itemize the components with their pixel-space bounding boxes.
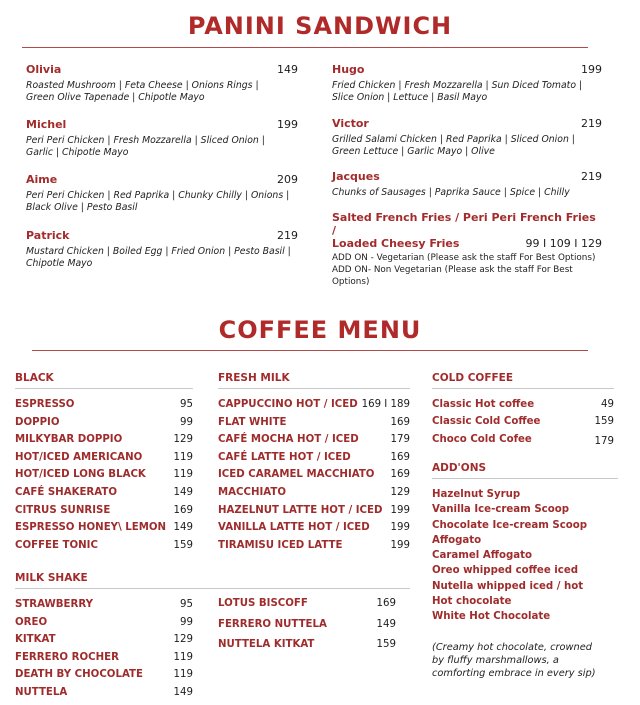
black-column [15,372,193,557]
item-price: 169 [390,451,410,463]
item-name: Jacques [332,170,380,183]
item-price: 129 [173,434,193,446]
addons-heading: ADD'ONS [432,462,487,474]
item-name: HOT/ICED AMERICANO [15,451,143,463]
item-price: 49 [601,399,614,410]
menu-row [15,505,193,523]
panini-title-rule [22,47,588,48]
item-name: STRAWBERRY [15,599,94,610]
menu-row [15,469,193,487]
menu-row [218,434,410,452]
item-name: TIRAMISU ICED LATTE [218,539,343,551]
desc-line: Fried Chicken | Fresh Mozzarella | Sun Diced Tomato | [332,80,583,91]
item-name: ESPRESSO [15,399,75,410]
menu-row [15,599,193,617]
item-price: 219 [581,117,602,130]
addon-item: Vanilla Ice-cream Scoop [432,504,569,516]
item-price: 149 [173,686,193,698]
item-description [332,80,602,104]
item-name: CAFÉ SHAKERATO [15,486,117,498]
item-price: 95 [180,599,193,610]
item-price: 149 [376,618,396,630]
black-heading: BLACK [15,372,54,384]
menu-row [218,469,410,487]
item-price: 119 [173,669,193,681]
milk-shake-column-2 [218,598,396,660]
menu-row [218,505,410,523]
addon-line: ADD ON- Non Vegetarian (Please ask the staff For Best Options) [332,265,573,287]
item-name: CAPPUCCINO HOT / ICED [218,399,358,410]
addon-item: Oreo whipped coffee iced [432,565,579,577]
cold-coffee-column [432,372,614,451]
menu-row [218,540,410,558]
panini-item-olivia [26,63,298,104]
item-name: NUTTELA KITKAT [218,639,315,650]
menu-row [15,399,193,417]
item-name: FLAT WHITE [218,416,287,428]
item-name: Olivia [26,63,62,76]
menu-row [218,598,396,619]
note-line: by fluffy marshmallows, a [432,654,559,666]
item-price: 99 [180,416,193,428]
hot-chocolate-note [432,641,618,680]
item-name: HOT/ICED LONG BLACK [15,469,146,481]
item-price: 169 [390,416,410,428]
fries-name-line: Loaded Cheesy Fries [332,237,460,250]
menu-row [432,416,614,433]
item-price: 169 I 189 [361,399,410,410]
item-name: NUTTELA [15,686,68,698]
panini-item-michel [26,118,298,159]
coffee-title: COFFEE MENU [218,316,422,344]
item-price: 179 [594,435,614,447]
item-price: 169 [376,598,396,609]
note-line: (Creamy hot chocolate, crowned [432,641,593,653]
item-name: COFFEE TONIC [15,539,98,551]
item-description [26,246,298,270]
menu-row [218,522,410,540]
item-price: 129 [390,486,410,498]
item-price: 169 [173,504,193,516]
desc-line: Chunks of Sausages | Paprika Sauce | Spice | Chilly [332,187,570,198]
item-price: 159 [173,539,193,551]
item-description [332,187,602,199]
item-description [26,190,298,214]
addon-item: Nutella whipped iced / hot [432,580,584,592]
menu-row [15,417,193,435]
menu-row [218,487,410,505]
fries-prices: 99 I 109 I 129 [525,237,602,250]
desc-line: Peri Peri Chicken | Red Paprika | Chunky Chilly | Onions | [26,190,290,201]
fresh-milk-heading: FRESH MILK [218,372,290,384]
item-price: 199 [390,504,410,516]
item-name: Hugo [332,63,365,76]
menu-row [15,522,193,540]
panini-item-aime [26,173,298,214]
item-name: MACCHIATO [218,486,286,498]
desc-line: Green Lettuce | Garlic Mayo | Olive [332,146,495,158]
panini-title: PANINI SANDWICH [187,12,453,40]
milk-shake-column [15,572,193,705]
desc-line: Garlic | Chipotle Mayo [26,147,129,159]
item-description [26,80,298,104]
item-price: 119 [173,469,193,481]
addon-line: ADD ON - Vegetarian (Please ask the staff For Best Options) [332,253,596,263]
item-price: 209 [277,173,298,186]
desc-line: Mustard Chicken | Boiled Egg | Fried Onion | Pesto Basil | [26,246,291,257]
item-name: CITRUS SUNRISE [15,504,111,516]
menu-row [218,639,396,660]
addon-item: Affogato [432,534,482,546]
desc-line: Slice Onion | Lettuce | Basil Mayo [332,92,488,104]
menu-row [218,619,396,640]
desc-line: Peri Peri Chicken | Fresh Mozzarella | Sliced Onion | [26,135,265,146]
item-price: 119 [173,451,193,463]
item-price: 119 [173,651,193,663]
item-name: ESPRESSO HONEY\ LEMON [15,522,167,534]
menu-row [15,634,193,652]
menu-row [15,540,193,558]
menu-row [15,652,193,670]
item-name: VANILLA LATTE HOT / ICED [218,522,370,534]
menu-row [15,669,193,687]
panini-item-jacques [332,170,602,199]
item-price: 129 [173,634,193,646]
item-price: 169 [390,469,410,481]
item-name: Classic Hot coffee [432,399,535,410]
menu-row [15,687,193,705]
item-name: DEATH BY CHOCOLATE [15,669,143,681]
item-price: 199 [277,118,298,131]
menu-row [15,434,193,452]
panini-item-victor [332,117,602,158]
item-name: KITKAT [15,634,56,646]
milk-shake-heading: MILK SHAKE [15,572,88,584]
item-name: MILKYBAR DOPPIO [15,434,123,446]
addons-column [432,462,618,680]
coffee-title-rule [32,350,588,351]
item-name: OREO [15,616,48,628]
panini-item-patrick [26,229,298,270]
menu-row [15,617,193,635]
item-price: 179 [390,434,410,446]
menu-row [218,452,410,470]
item-name: ICED CARAMEL MACCHIATO [218,469,375,481]
menu-row [218,399,410,417]
desc-line: Green Olive Tapenade | Chipotle Mayo [26,92,205,104]
item-description [332,134,602,158]
item-price: 159 [376,639,396,650]
addon-item: Caramel Affogato [432,550,532,562]
addon-item: Chocolate Ice-cream Scoop [432,519,588,531]
item-name: Classic Cold Coffee [432,416,541,428]
fries-item [332,211,602,250]
desc-line: Grilled Salami Chicken | Red Paprika | Sliced Onion | [332,134,575,145]
fries-name-line: Salted French Fries / Peri Peri French Fries / [332,211,596,237]
note-line: comforting embrace in every sip) [432,667,596,679]
item-name: Choco Cold Cofee [432,433,532,445]
item-name: CAFÉ LATTE HOT / ICED [218,451,351,463]
item-price: 219 [277,229,298,242]
item-name: FERRERO ROCHER [15,651,119,663]
addon-item: Hazelnut Syrup [432,489,521,500]
desc-line: Roasted Mushroom | Feta Cheese | Onions Rings | [26,80,259,91]
item-description [26,135,298,159]
item-price: 199 [390,522,410,534]
item-price: 99 [180,616,193,628]
item-price: 149 [173,522,193,534]
item-name: Michel [26,118,67,131]
menu-row [432,399,614,416]
panini-addons [332,252,612,288]
item-name: Victor [332,117,369,130]
desc-line: Black Olive | Pesto Basil [26,202,138,214]
menu-row [15,452,193,470]
item-name: HAZELNUT LATTE HOT / ICED [218,504,383,516]
addon-item: Hot chocolate [432,596,512,608]
item-price: 159 [594,416,614,428]
item-price: 149 [173,486,193,498]
menu-row [432,434,614,451]
panini-item-hugo [332,63,602,104]
item-price: 95 [180,399,193,410]
menu-row [218,417,410,435]
item-price: 199 [390,539,410,551]
item-name: Aime [26,173,58,186]
cold-coffee-heading: COLD COFFEE [432,372,514,384]
desc-line: Chipotle Mayo [26,258,93,270]
item-price: 219 [581,170,602,183]
addon-item: White Hot Chocolate [432,611,551,623]
item-name: DOPPIO [15,416,60,428]
item-price: 149 [277,63,298,76]
item-name: Patrick [26,229,70,242]
fresh-milk-column [218,372,410,557]
item-name: FERRERO NUTTELA [218,618,327,630]
menu-row [15,487,193,505]
item-name: LOTUS BISCOFF [218,598,308,609]
item-name: CAFÉ MOCHA HOT / ICED [218,434,359,446]
item-price: 199 [581,63,602,76]
